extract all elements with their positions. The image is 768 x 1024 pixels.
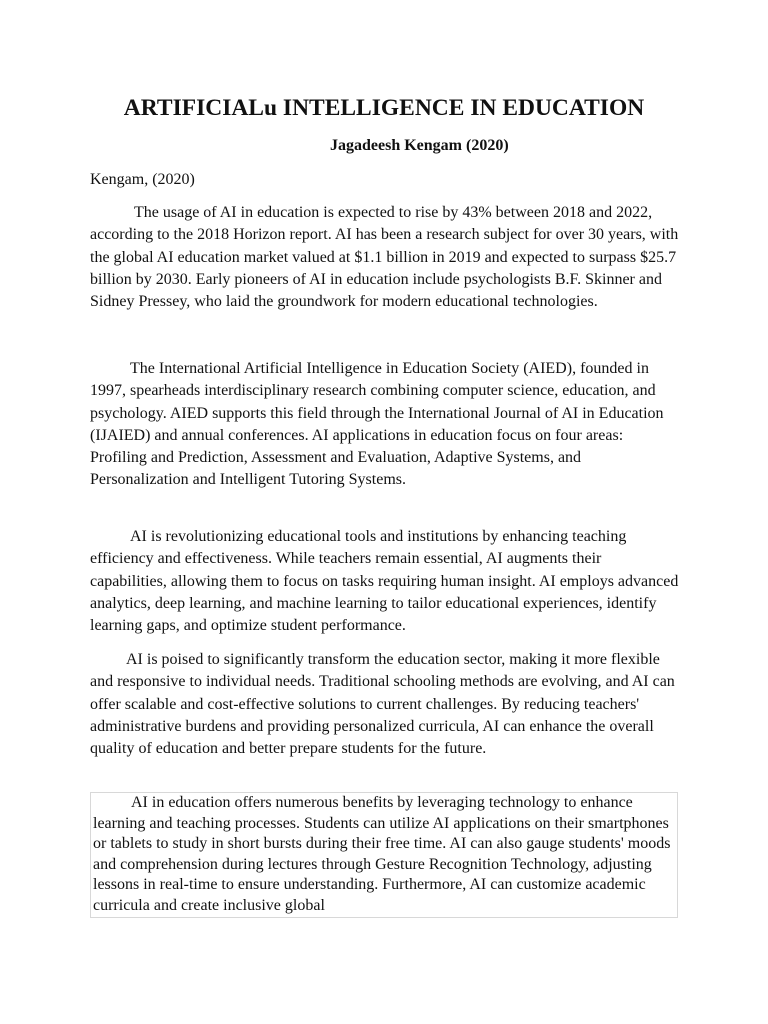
document-title: ARTIFICIALu INTELLIGENCE IN EDUCATION (123, 95, 645, 121)
paragraph: AI is revolutionizing educational tools and institutions by enhancing teaching efficiency and effectiveness. While teachers remain essential, AI augments their capabilities, allowing them to focus on tasks requiring human insight. AI employs advanced analytics, deep learning, and machine learning to tailor educational experiences, identify learning gaps, and optimize student performance. (90, 528, 679, 635)
paragraph: The International Artificial Intelligence in Education Society (AIED), founded in 1997, spearheads interdisciplinary research combining computer science, education, and psychology. AIED supports this field through the International Journal of AI in Education (IJAIED) and annual conferences. AI applications in education focus on four areas: Profiling and Prediction, Assessment and Evaluation, Adaptive Systems, and Personalization and Intelligent Tutoring Systems. (90, 360, 664, 489)
boxed-text-frame (90, 792, 678, 918)
paragraph: AI is poised to significantly transform the education sector, making it more flexible and responsive to individual needs. Traditional schooling methods are evolving, and AI can offer scalable and cost-effective solutions to current challenges. By reducing teachers' administrative burdens and providing personalized curricula, AI can enhance the overall quality of education and better prepare students for the future. (90, 651, 675, 758)
author-line: Jagadeesh Kengam (2020) (330, 137, 509, 154)
citation-line: Kengam, (2020) (90, 171, 195, 188)
boxed-paragraph: AI in education offers numerous benefits by leveraging technology to enhance learning and teaching processes. Students can utilize AI applications on their smartphones or tablets to study in short bursts during their free time. AI can also gauge students' moods and comprehension during lectures through Gesture Recognition Technology, adjusting lessons in real-time to ensure understanding. Furthermore, AI can customize academic curricula and create inclusive global (93, 794, 671, 914)
paragraph: The usage of AI in education is expected to rise by 43% between 2018 and 2022, according to the 2018 Horizon report. AI has been a research subject for over 30 years, with the global AI education market valued at $1.1 billion in 2019 and expected to surpass $25.7 billion by 2030. Early pioneers of AI in education include psychologists B.F. Skinner and Sidney Pressey, who laid the groundwork for modern educational technologies. (90, 204, 679, 311)
